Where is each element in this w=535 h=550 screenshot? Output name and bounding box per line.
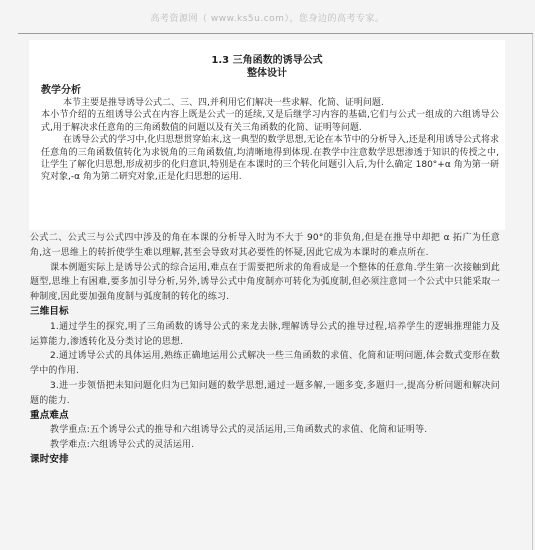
goal-3: 3.进一步领悟把未知问题化归为已知问题的数学思想,通过一题多解,一题多变,多题归一,提高分析问题和解决问题的能力. (30, 380, 500, 406)
goals-heading: 三维目标 (30, 305, 69, 317)
goal-2: 2.通过诱导公式的具体运用,熟练正确地运用公式解决一些三角函数的求值、化简和证明问题,体会数式变形在数学中的作用. (30, 351, 500, 377)
lesson-subtitle: 整体设计 (247, 68, 287, 79)
key-point-1: 教学重点:五个诱导公式的推导和六组诱导公式的灵活运用,三角函数式的求值、化简和证明等. (50, 425, 428, 436)
scan-paragraph-2: 本小节介绍的五组诱导公式在内容上既是公式一的延续,又是后继学习内容的基础,它们与公式一组成的六组诱导公式,用于解决求任意角的三角函数值的问题以及有关三角函数的化简、证明等问题. (41, 110, 499, 133)
document-body (30, 231, 500, 468)
scan-paragraph-1: 本节主要是推导诱导公式二、三、四,并利用它们解决一些求解、化简、证明问题. (63, 98, 384, 108)
section-heading: 教学分析 (41, 85, 81, 96)
body-paragraph-2: 课本例题实际上是诱导公式的综合运用,难点在于需要把所求的角看成是一个整体的任意角.学生第一次接触到此题型,思维上有困难,要多加引导分析,另外,诱导公式中角度制亦可转化为弧度制,但必须注意同一个公式中只能采取一种制度,因此要加强角度制与弧度制的转化的练习. (30, 262, 500, 303)
key-points-heading: 重点难点 (30, 409, 69, 421)
scanned-page-image (29, 40, 505, 230)
goal-1: 1.通过学生的探究,明了三角函数的诱导公式的来龙去脉,理解诱导公式的推导过程,培养学生的逻辑推理能力及运算能力,渗透转化及分类讨论的思想. (30, 321, 500, 347)
schedule-heading: 课时安排 (30, 453, 69, 465)
lesson-title: 1.3 三角函数的诱导公式 (211, 55, 323, 66)
key-point-2: 教学难点:六组诱导公式的灵活运用. (50, 440, 195, 451)
body-paragraph-1: 公式二、公式三与公式四中涉及的角在本课的分析导入时为不大于 90°的非负角,但是在推导中却把 α 拓广为任意角,这一思维上的转折使学生难以理解,甚至会导致对其必要性的怀疑,因此它成为本课时的难点所在. (30, 233, 500, 258)
page-edge (532, 34, 533, 550)
header-watermark: 高考资源网（ www.ks5u.com），您身边的高考专家。 (150, 14, 385, 24)
header-divider (18, 33, 533, 34)
scan-paragraph-3: 在诱导公式的学习中,化归思想贯穿始末,这一典型的数学思想,无论在本节中的分析导入,还是利用诱导公式将求任意角的三角函数值转化为求锐角的三角函数值,均清晰地得到体现.在教学中注意数学思想渗透于知识的传授之中,让学生了解化归思想,形成初步的化归意识,特别是在本课时的三个转化问题引入后,为什么确定 180°+α 角为第一研究对象,-α 角为第二研究对象,正是化归思想的运用. (41, 135, 499, 183)
